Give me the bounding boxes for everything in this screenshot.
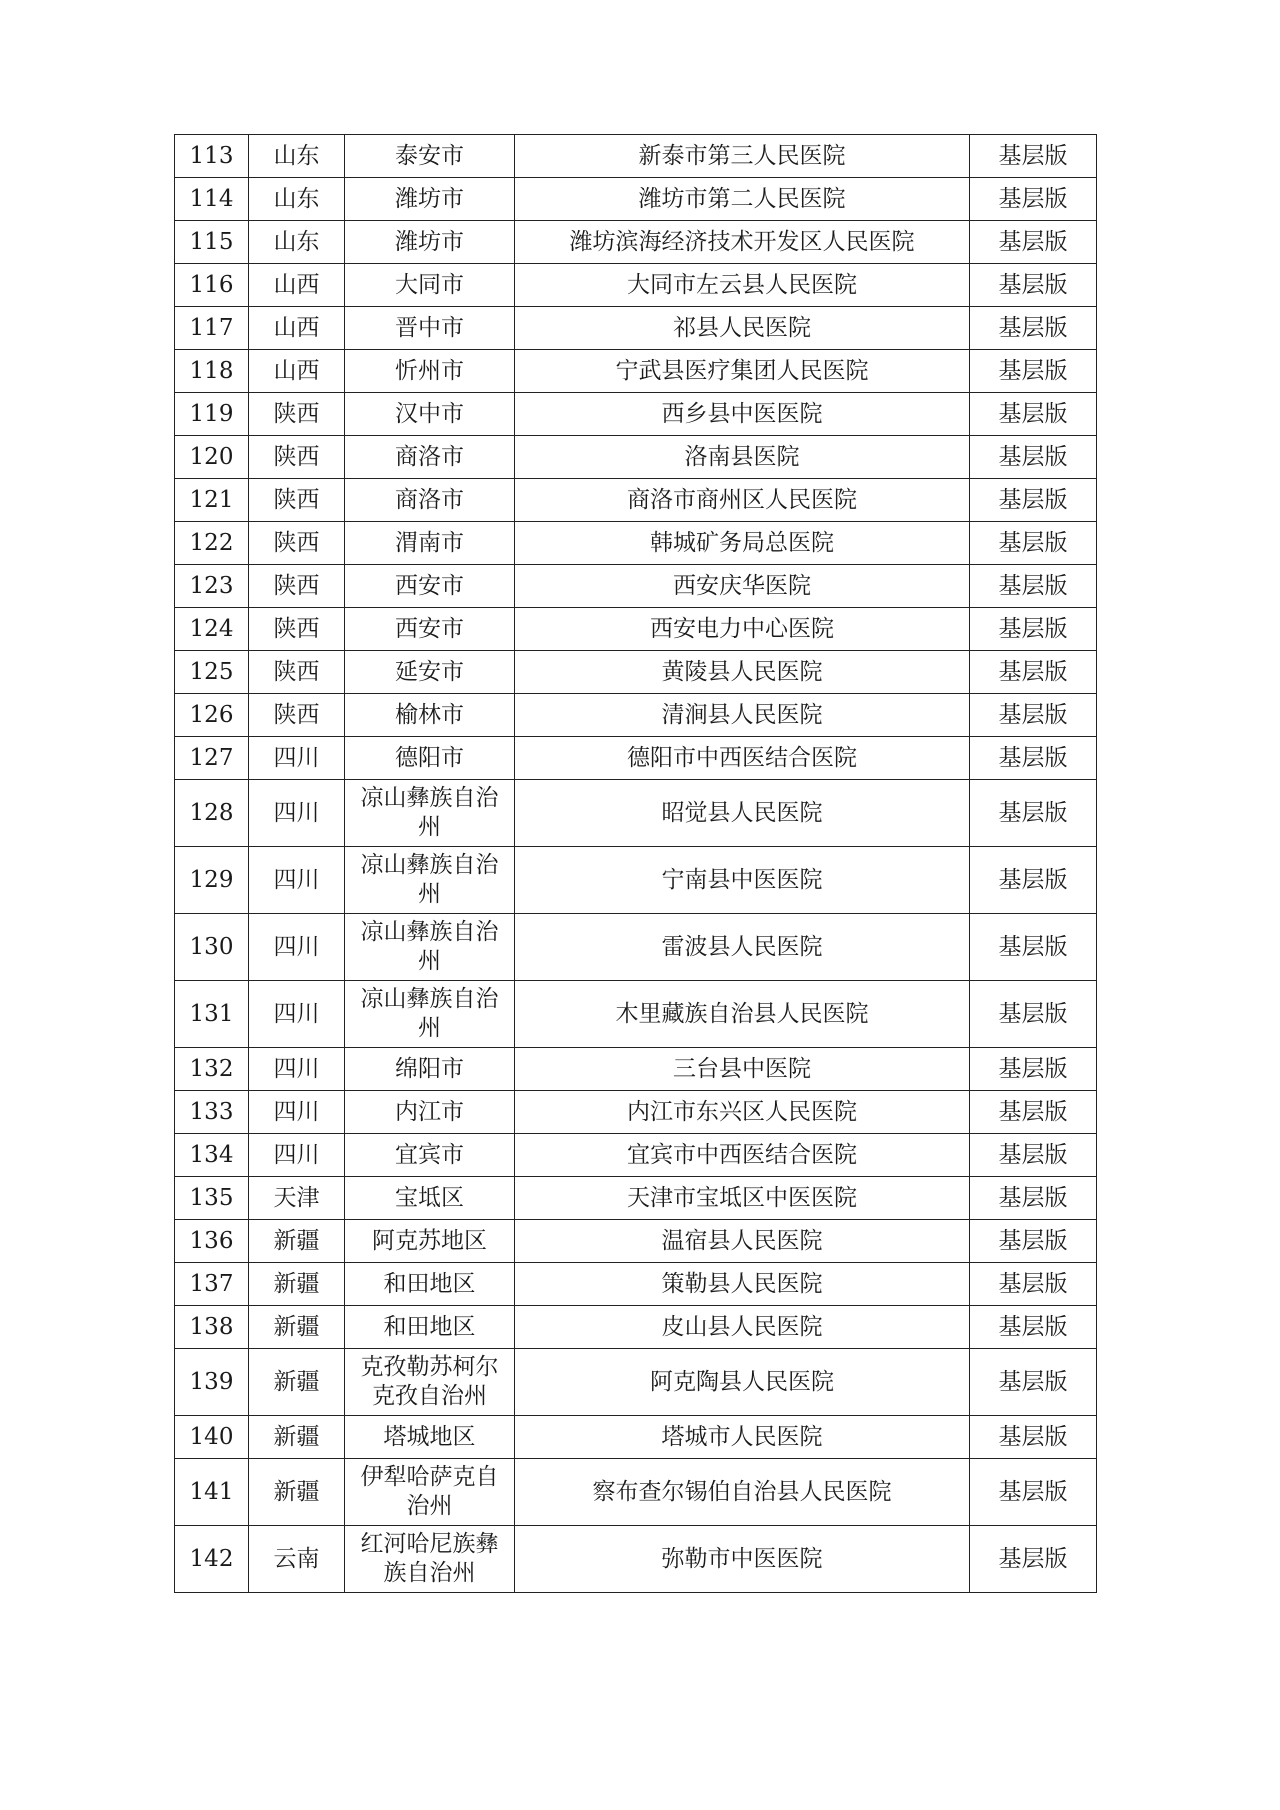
city-text: 克孜勒苏柯尔克孜自治州: [360, 1354, 499, 1409]
city-cell: [345, 608, 515, 651]
hospital-name-cell: 三台县中医院: [515, 1048, 970, 1091]
city-text: 西安市: [395, 615, 464, 642]
province-cell: 四川: [249, 780, 345, 847]
city-cell: [345, 1177, 515, 1220]
version-cell: 基层版: [970, 135, 1097, 178]
hospital-name-cell: 宁南县中医医院: [515, 847, 970, 914]
row-number-cell: 132: [175, 1048, 249, 1091]
city-text: 晋中市: [395, 314, 464, 341]
city-cell: [345, 651, 515, 694]
version-cell: 基层版: [970, 1048, 1097, 1091]
version-cell: 基层版: [970, 1263, 1097, 1306]
province-cell: 四川: [249, 1048, 345, 1091]
row-number-cell: 134: [175, 1134, 249, 1177]
city-text: 忻州市: [395, 357, 464, 384]
city-text: 和田地区: [383, 1270, 476, 1297]
hospital-name-cell: 皮山县人民医院: [515, 1306, 970, 1349]
version-cell: 基层版: [970, 737, 1097, 780]
province-cell: 陕西: [249, 651, 345, 694]
hospital-name-cell: 西安庆华医院: [515, 565, 970, 608]
city-cell: [345, 694, 515, 737]
province-cell: 山西: [249, 264, 345, 307]
city-cell: [345, 1526, 515, 1593]
province-cell: 云南: [249, 1526, 345, 1593]
province-cell: 四川: [249, 1134, 345, 1177]
province-cell: 山东: [249, 221, 345, 264]
hospital-name-cell: 察布查尔锡伯自治县人民医院: [515, 1459, 970, 1526]
city-text: 红河哈尼族彝族自治州: [360, 1531, 499, 1586]
hospital-name-cell: 潍坊滨海经济技术开发区人民医院: [515, 221, 970, 264]
province-cell: 四川: [249, 847, 345, 914]
table-row: [175, 914, 1097, 981]
province-cell: 陕西: [249, 694, 345, 737]
version-cell: 基层版: [970, 651, 1097, 694]
hospital-list-table: [174, 134, 1097, 1593]
province-cell: 新疆: [249, 1459, 345, 1526]
table-row: [175, 847, 1097, 914]
city-cell: [345, 178, 515, 221]
version-cell: 基层版: [970, 565, 1097, 608]
city-text: 潍坊市: [395, 228, 464, 255]
row-number-cell: 116: [175, 264, 249, 307]
version-cell: 基层版: [970, 1177, 1097, 1220]
city-text: 塔城地区: [383, 1423, 476, 1450]
row-number-cell: 115: [175, 221, 249, 264]
version-cell: 基层版: [970, 981, 1097, 1048]
row-number-cell: 131: [175, 981, 249, 1048]
row-number-cell: 124: [175, 608, 249, 651]
row-number-cell: 126: [175, 694, 249, 737]
table-row: [175, 608, 1097, 651]
province-cell: 陕西: [249, 565, 345, 608]
table-row: [175, 1091, 1097, 1134]
version-cell: 基层版: [970, 847, 1097, 914]
city-cell: [345, 1220, 515, 1263]
city-text: 汉中市: [395, 400, 464, 427]
city-cell: [345, 264, 515, 307]
hospital-name-cell: 宜宾市中西医结合医院: [515, 1134, 970, 1177]
city-cell: [345, 847, 515, 914]
table-row: [175, 1134, 1097, 1177]
hospital-name-cell: 祁县人民医院: [515, 307, 970, 350]
table-row: [175, 436, 1097, 479]
city-text: 榆林市: [395, 701, 464, 728]
version-cell: 基层版: [970, 1459, 1097, 1526]
version-cell: 基层版: [970, 479, 1097, 522]
version-cell: 基层版: [970, 1526, 1097, 1593]
table-row: [175, 1306, 1097, 1349]
city-cell: [345, 393, 515, 436]
version-cell: 基层版: [970, 1134, 1097, 1177]
city-text: 凉山彝族自治州: [360, 852, 499, 907]
table-row: [175, 479, 1097, 522]
row-number-cell: 119: [175, 393, 249, 436]
hospital-name-cell: 德阳市中西医结合医院: [515, 737, 970, 780]
version-cell: 基层版: [970, 1091, 1097, 1134]
hospital-name-cell: 黄陵县人民医院: [515, 651, 970, 694]
city-cell: [345, 1263, 515, 1306]
table-row: [175, 1459, 1097, 1526]
version-cell: 基层版: [970, 1349, 1097, 1416]
table-row: [175, 1048, 1097, 1091]
table-row: [175, 1177, 1097, 1220]
city-cell: [345, 1416, 515, 1459]
version-cell: 基层版: [970, 178, 1097, 221]
province-cell: 新疆: [249, 1263, 345, 1306]
hospital-name-cell: 西安电力中心医院: [515, 608, 970, 651]
version-cell: 基层版: [970, 264, 1097, 307]
hospital-name-cell: 洛南县医院: [515, 436, 970, 479]
version-cell: 基层版: [970, 608, 1097, 651]
hospital-name-cell: 弥勒市中医医院: [515, 1526, 970, 1593]
version-cell: 基层版: [970, 393, 1097, 436]
row-number-cell: 133: [175, 1091, 249, 1134]
hospital-name-cell: 新泰市第三人民医院: [515, 135, 970, 178]
version-cell: 基层版: [970, 522, 1097, 565]
hospital-name-cell: 雷波县人民医院: [515, 914, 970, 981]
row-number-cell: 114: [175, 178, 249, 221]
table-row: [175, 981, 1097, 1048]
province-cell: 新疆: [249, 1416, 345, 1459]
table-row: [175, 178, 1097, 221]
hospital-name-cell: 大同市左云县人民医院: [515, 264, 970, 307]
city-text: 绵阳市: [395, 1055, 464, 1082]
city-text: 宝坻区: [395, 1184, 464, 1211]
city-text: 潍坊市: [395, 185, 464, 212]
row-number-cell: 138: [175, 1306, 249, 1349]
row-number-cell: 122: [175, 522, 249, 565]
province-cell: 新疆: [249, 1220, 345, 1263]
city-text: 延安市: [395, 658, 464, 685]
city-text: 商洛市: [395, 486, 464, 513]
hospital-name-cell: 西乡县中医医院: [515, 393, 970, 436]
city-text: 内江市: [395, 1098, 464, 1125]
city-cell: [345, 981, 515, 1048]
city-cell: [345, 1459, 515, 1526]
province-cell: 山东: [249, 178, 345, 221]
table-row: [175, 350, 1097, 393]
row-number-cell: 129: [175, 847, 249, 914]
row-number-cell: 121: [175, 479, 249, 522]
table-row: [175, 694, 1097, 737]
hospital-name-cell: 商洛市商州区人民医院: [515, 479, 970, 522]
city-cell: [345, 221, 515, 264]
row-number-cell: 130: [175, 914, 249, 981]
city-text: 阿克苏地区: [372, 1227, 487, 1254]
row-number-cell: 135: [175, 1177, 249, 1220]
row-number-cell: 117: [175, 307, 249, 350]
city-cell: [345, 135, 515, 178]
version-cell: 基层版: [970, 780, 1097, 847]
hospital-name-cell: 策勒县人民医院: [515, 1263, 970, 1306]
province-cell: 四川: [249, 981, 345, 1048]
province-cell: 陕西: [249, 479, 345, 522]
hospital-name-cell: 清涧县人民医院: [515, 694, 970, 737]
city-text: 商洛市: [395, 443, 464, 470]
hospital-name-cell: 塔城市人民医院: [515, 1416, 970, 1459]
table-row: [175, 1220, 1097, 1263]
version-cell: 基层版: [970, 350, 1097, 393]
city-text: 凉山彝族自治州: [360, 919, 499, 974]
city-text: 凉山彝族自治州: [360, 785, 499, 840]
version-cell: 基层版: [970, 436, 1097, 479]
table-row: [175, 1349, 1097, 1416]
province-cell: 山西: [249, 350, 345, 393]
city-text: 泰安市: [395, 142, 464, 169]
table-row: [175, 1526, 1097, 1593]
table-row: [175, 221, 1097, 264]
city-text: 渭南市: [395, 529, 464, 556]
hospital-name-cell: 潍坊市第二人民医院: [515, 178, 970, 221]
city-cell: [345, 565, 515, 608]
province-cell: 陕西: [249, 393, 345, 436]
province-cell: 山西: [249, 307, 345, 350]
province-cell: 陕西: [249, 522, 345, 565]
row-number-cell: 125: [175, 651, 249, 694]
table-row: [175, 737, 1097, 780]
hospital-name-cell: 阿克陶县人民医院: [515, 1349, 970, 1416]
table-row: [175, 1416, 1097, 1459]
row-number-cell: 140: [175, 1416, 249, 1459]
city-text: 宜宾市: [395, 1141, 464, 1168]
row-number-cell: 128: [175, 780, 249, 847]
city-cell: [345, 1091, 515, 1134]
hospital-name-cell: 昭觉县人民医院: [515, 780, 970, 847]
table-row: [175, 1263, 1097, 1306]
city-cell: [345, 1134, 515, 1177]
province-cell: 山东: [249, 135, 345, 178]
city-text: 和田地区: [383, 1313, 476, 1340]
city-cell: [345, 1349, 515, 1416]
city-cell: [345, 914, 515, 981]
row-number-cell: 139: [175, 1349, 249, 1416]
province-cell: 天津: [249, 1177, 345, 1220]
province-cell: 四川: [249, 914, 345, 981]
city-text: 凉山彝族自治州: [360, 986, 499, 1041]
province-cell: 四川: [249, 737, 345, 780]
version-cell: 基层版: [970, 221, 1097, 264]
table-row: [175, 651, 1097, 694]
city-cell: [345, 522, 515, 565]
hospital-name-cell: 内江市东兴区人民医院: [515, 1091, 970, 1134]
row-number-cell: 113: [175, 135, 249, 178]
province-cell: 新疆: [249, 1306, 345, 1349]
row-number-cell: 137: [175, 1263, 249, 1306]
table-row: [175, 307, 1097, 350]
version-cell: 基层版: [970, 1306, 1097, 1349]
hospital-name-cell: 天津市宝坻区中医医院: [515, 1177, 970, 1220]
table-row: [175, 522, 1097, 565]
table-body: [175, 135, 1097, 1593]
province-cell: 新疆: [249, 1349, 345, 1416]
city-cell: [345, 436, 515, 479]
row-number-cell: 127: [175, 737, 249, 780]
version-cell: 基层版: [970, 1220, 1097, 1263]
row-number-cell: 141: [175, 1459, 249, 1526]
hospital-name-cell: 温宿县人民医院: [515, 1220, 970, 1263]
table-row: [175, 264, 1097, 307]
city-cell: [345, 1048, 515, 1091]
city-text: 伊犁哈萨克自治州: [360, 1464, 499, 1519]
city-cell: [345, 479, 515, 522]
hospital-name-cell: 木里藏族自治县人民医院: [515, 981, 970, 1048]
table-row: [175, 565, 1097, 608]
province-cell: 四川: [249, 1091, 345, 1134]
version-cell: 基层版: [970, 914, 1097, 981]
city-cell: [345, 307, 515, 350]
city-text: 西安市: [395, 572, 464, 599]
table-row: [175, 135, 1097, 178]
city-text: 德阳市: [395, 744, 464, 771]
version-cell: 基层版: [970, 307, 1097, 350]
city-cell: [345, 737, 515, 780]
row-number-cell: 120: [175, 436, 249, 479]
row-number-cell: 142: [175, 1526, 249, 1593]
row-number-cell: 123: [175, 565, 249, 608]
hospital-name-cell: 宁武县医疗集团人民医院: [515, 350, 970, 393]
table-row: [175, 780, 1097, 847]
city-text: 大同市: [395, 271, 464, 298]
version-cell: 基层版: [970, 694, 1097, 737]
hospital-name-cell: 韩城矿务局总医院: [515, 522, 970, 565]
city-cell: [345, 1306, 515, 1349]
province-cell: 陕西: [249, 436, 345, 479]
city-cell: [345, 350, 515, 393]
province-cell: 陕西: [249, 608, 345, 651]
table-row: [175, 393, 1097, 436]
city-cell: [345, 780, 515, 847]
row-number-cell: 118: [175, 350, 249, 393]
row-number-cell: 136: [175, 1220, 249, 1263]
version-cell: 基层版: [970, 1416, 1097, 1459]
